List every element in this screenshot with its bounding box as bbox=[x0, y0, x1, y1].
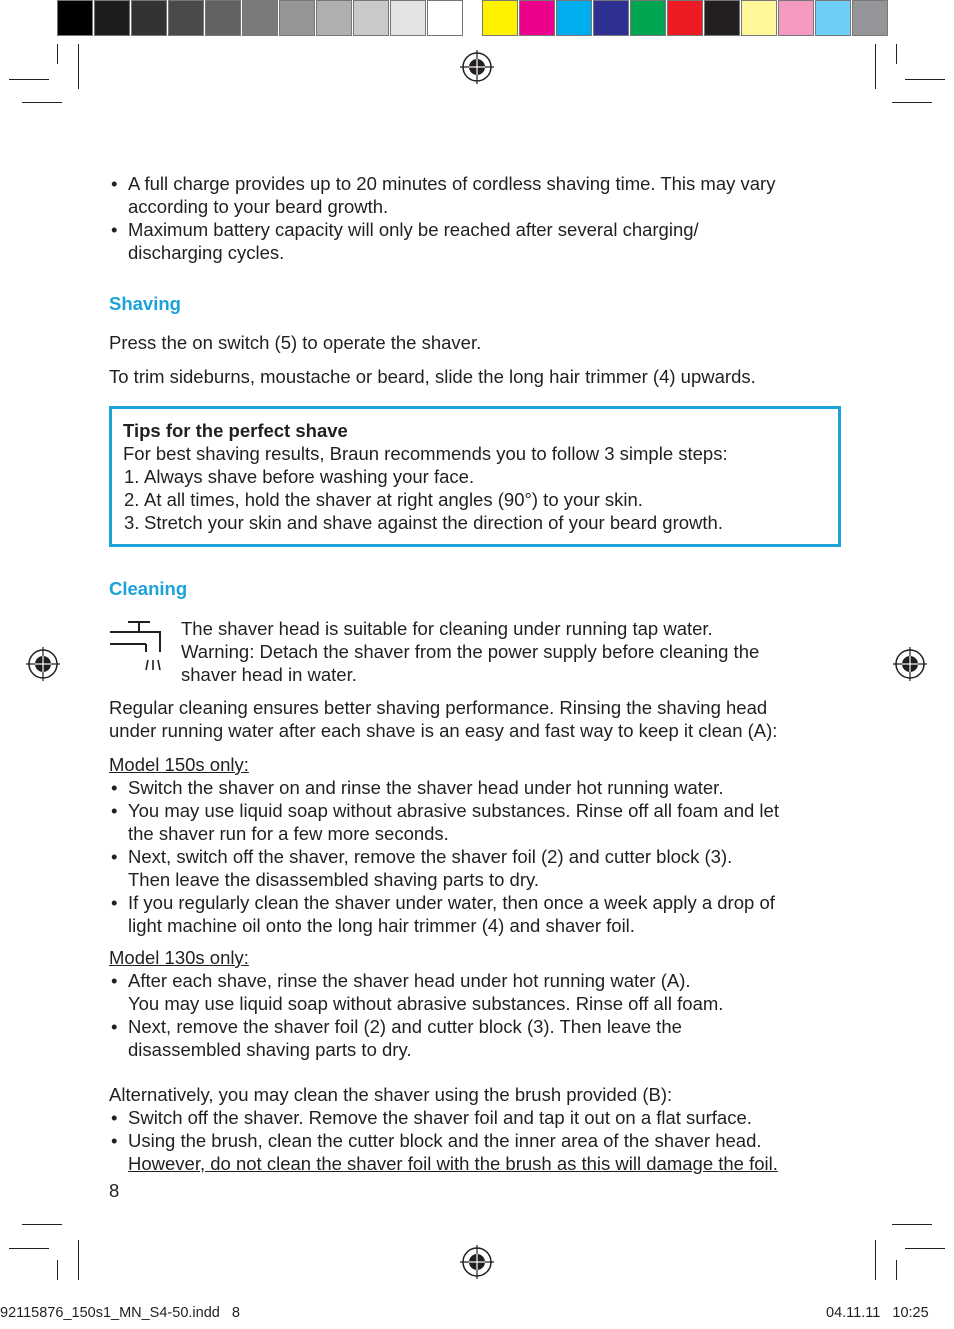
tip-step: 3. Stretch your skin and shave against the direction of your beard growth. bbox=[124, 512, 723, 533]
color-swatch bbox=[704, 0, 740, 36]
model-150-label: Model 150s only: bbox=[109, 754, 249, 775]
color-swatch bbox=[353, 0, 389, 36]
tap-water-icon bbox=[108, 618, 166, 676]
alt-intro: Alternatively, you may clean the shaver using the brush provided (B): bbox=[109, 1084, 673, 1105]
list-item: • After each shave, rinse the shaver head under hot running water (A). You may use liquid soap without abrasive substances. Rinse off all foam. bbox=[109, 969, 849, 1015]
color-calibration-bar bbox=[482, 0, 889, 40]
color-swatch bbox=[815, 0, 851, 36]
color-swatch bbox=[852, 0, 888, 36]
tip-step: 1. Always shave before washing your face. bbox=[124, 466, 475, 487]
color-swatch bbox=[57, 0, 93, 36]
cleaning-heading: Cleaning bbox=[109, 578, 188, 599]
color-swatch bbox=[205, 0, 241, 36]
registration-mark-icon bbox=[460, 50, 494, 84]
list-item: • Next, switch off the shaver, remove the shaver foil (2) and cutter block (3). Then leave the disassembled shaving parts to dry. bbox=[109, 845, 849, 891]
shaving-paragraph: Press the on switch (5) to operate the shaver. bbox=[109, 332, 482, 353]
color-swatch bbox=[427, 0, 463, 36]
page-number: 8 bbox=[109, 1180, 120, 1201]
model-150-section bbox=[109, 753, 849, 937]
list-item: • Maximum battery capacity will only be reached after several charging/ discharging cycles. bbox=[109, 218, 849, 264]
registration-mark-icon bbox=[893, 647, 927, 681]
crop-mark bbox=[78, 44, 79, 89]
grayscale-calibration-bar bbox=[57, 0, 464, 40]
crop-mark bbox=[875, 44, 876, 89]
model-130-label: Model 130s only: bbox=[109, 947, 249, 968]
list-item: • Next, remove the shaver foil (2) and cutter block (3). Then leave the disassembled shaving parts to dry. bbox=[109, 1015, 849, 1061]
color-swatch bbox=[630, 0, 666, 36]
color-swatch bbox=[593, 0, 629, 36]
shaving-heading: Shaving bbox=[109, 293, 181, 314]
list-item: • You may use liquid soap without abrasive substances. Rinse off all foam and let the shaver run for a few more seconds. bbox=[109, 799, 849, 845]
crop-mark bbox=[57, 1260, 58, 1280]
color-swatch bbox=[94, 0, 130, 36]
color-swatch bbox=[279, 0, 315, 36]
footer-file-slug: 92115876_150s1_MN_S4-50.indd 8 bbox=[0, 1305, 240, 1321]
cleaning-icon-note: The shaver head is suitable for cleaning under running tap water. Warning: Detach the shaver from the power supply before cleaning the shaver head in water. bbox=[181, 618, 760, 685]
color-swatch bbox=[519, 0, 555, 36]
foil-warning: However, do not clean the shaver foil with the brush as this will damage the foil. bbox=[128, 1153, 778, 1174]
color-swatch bbox=[778, 0, 814, 36]
list-item: • Switch the shaver on and rinse the shaver head under hot running water. bbox=[109, 776, 849, 799]
list-item: • Switch off the shaver. Remove the shaver foil and tap it out on a flat surface. bbox=[109, 1106, 849, 1129]
color-swatch bbox=[242, 0, 278, 36]
color-swatch bbox=[390, 0, 426, 36]
model-130-section bbox=[109, 946, 849, 1061]
cleaning-regular-paragraph: Regular cleaning ensures better shaving performance. Rinsing the shaving head under running water after each shave is an easy and fast way to keep it clean (A): bbox=[109, 697, 778, 741]
tip-step: 2. At all times, hold the shaver at right angles (90°) to your skin. bbox=[124, 489, 643, 510]
tips-box bbox=[109, 406, 841, 547]
color-swatch bbox=[556, 0, 592, 36]
crop-mark bbox=[896, 1260, 897, 1280]
shaving-paragraph: To trim sideburns, moustache or beard, slide the long hair trimmer (4) upwards. bbox=[109, 366, 756, 387]
color-swatch bbox=[741, 0, 777, 36]
crop-mark bbox=[78, 1240, 79, 1280]
list-item: • Using the brush, clean the cutter block and the inner area of the shaver head. However, do not clean the shaver foil with the brush as this will damage the foil. bbox=[109, 1129, 849, 1175]
registration-mark-icon bbox=[460, 1245, 494, 1279]
registration-mark-icon bbox=[26, 647, 60, 681]
alternative-cleaning-section bbox=[109, 1083, 849, 1175]
crop-mark bbox=[57, 44, 58, 64]
footer-datetime: 04.11.11 10:25 bbox=[826, 1305, 929, 1321]
color-swatch bbox=[316, 0, 352, 36]
crop-mark bbox=[875, 1240, 876, 1280]
color-swatch bbox=[482, 0, 518, 36]
crop-mark bbox=[22, 1224, 62, 1225]
crop-mark bbox=[905, 1248, 945, 1249]
list-item: • If you regularly clean the shaver under water, then once a week apply a drop of light machine oil onto the long hair trimmer (4) and shaver foil. bbox=[109, 891, 849, 937]
crop-mark bbox=[892, 1224, 932, 1225]
intro-bullets bbox=[109, 172, 849, 264]
crop-mark bbox=[9, 79, 49, 80]
crop-mark bbox=[905, 79, 945, 80]
crop-mark bbox=[22, 102, 62, 103]
list-item: • A full charge provides up to 20 minutes of cordless shaving time. This may vary according to your beard growth. bbox=[109, 172, 849, 218]
tips-intro: For best shaving results, Braun recommends you to follow 3 simple steps: bbox=[123, 443, 728, 464]
tips-title: Tips for the perfect shave bbox=[123, 420, 348, 441]
color-swatch bbox=[667, 0, 703, 36]
crop-mark bbox=[892, 102, 932, 103]
color-swatch bbox=[168, 0, 204, 36]
crop-mark bbox=[896, 44, 897, 64]
crop-mark bbox=[9, 1248, 49, 1249]
color-swatch bbox=[131, 0, 167, 36]
